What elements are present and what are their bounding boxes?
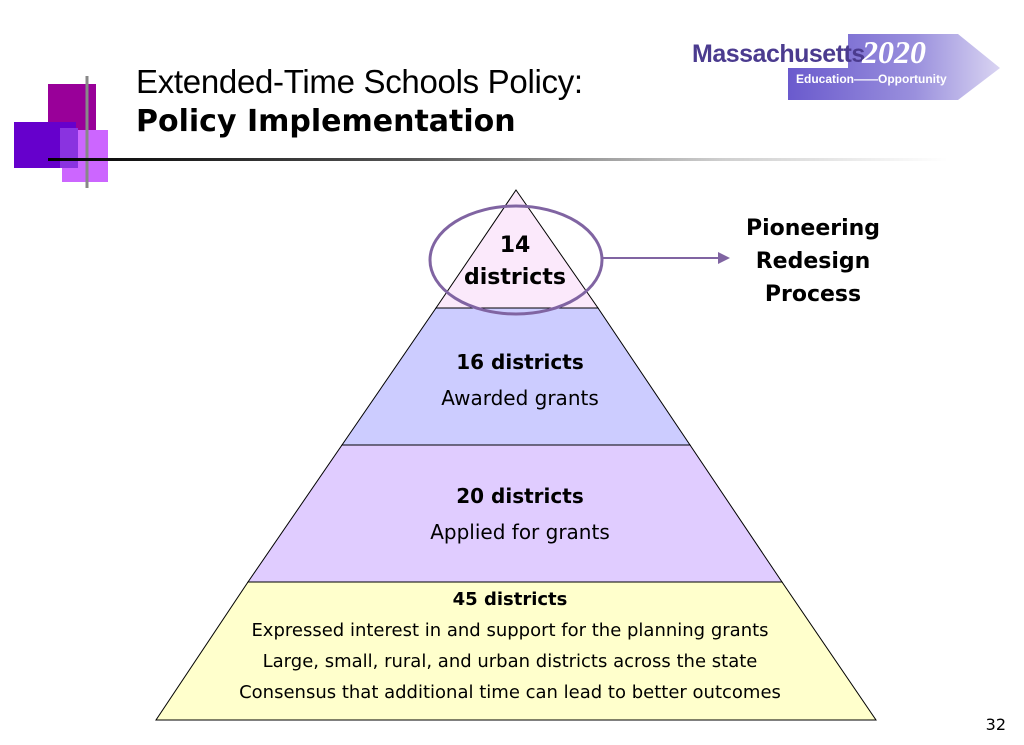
tier-2-headline: 16 districts xyxy=(456,350,584,374)
tier-3-label xyxy=(330,478,710,550)
title-line-2: Policy Implementation xyxy=(136,104,516,139)
tier-1-unit: districts xyxy=(464,265,566,290)
callout-line-2: Redesign xyxy=(755,249,871,274)
tier-1-label xyxy=(440,230,590,294)
slide-number: 32 xyxy=(985,715,1006,734)
callout-label xyxy=(733,212,893,311)
tier-4-label xyxy=(180,585,840,708)
tier-3-headline: 20 districts xyxy=(456,484,584,508)
logo-year: 2020 xyxy=(862,34,926,70)
tier-4-line-1: Expressed interest in and support for the planning grants xyxy=(251,620,769,641)
callout-line-3: Process xyxy=(764,282,862,307)
title-line-1: Extended-Time Schools Policy: xyxy=(136,63,583,100)
callout-arrowhead xyxy=(718,252,730,264)
tier-2-line: Awarded grants xyxy=(441,386,599,410)
tier-4-line-2: Large, small, rural, and urban districts across the state xyxy=(262,651,758,672)
tier-4-headline: 45 districts xyxy=(452,589,568,610)
tier-4-line-3: Consensus that additional time can lead to better outcomes xyxy=(239,682,781,703)
tier-3-line: Applied for grants xyxy=(430,520,610,544)
tier-2-label xyxy=(380,344,660,416)
callout-line-1: Pioneering xyxy=(745,216,881,241)
logo-tagline: Education——Opportunity xyxy=(796,72,947,86)
tier-1-count: 14 xyxy=(499,233,531,258)
logo-wordmark: Massachusetts xyxy=(692,40,865,68)
